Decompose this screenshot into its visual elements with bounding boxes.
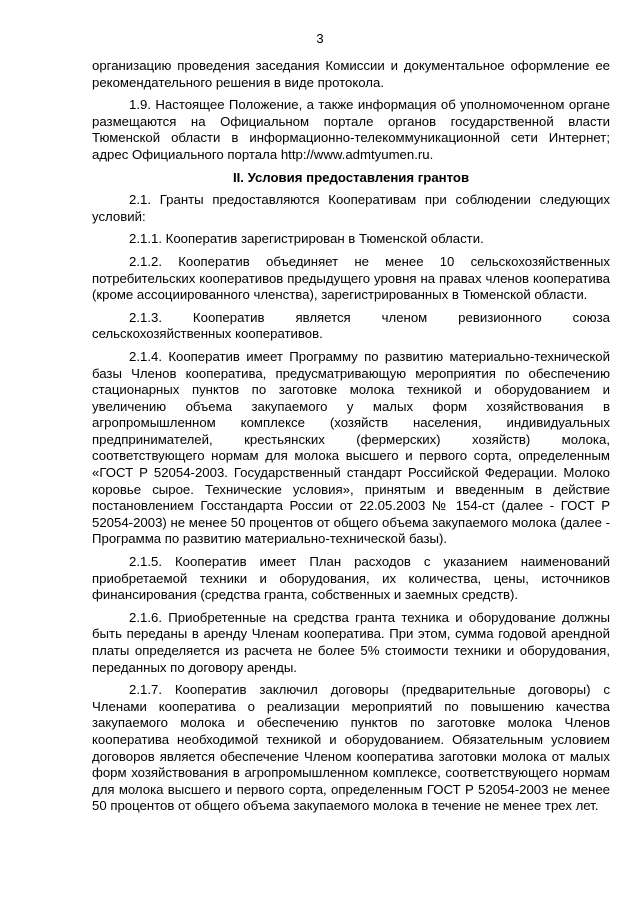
paragraph-2-1-2: 2.1.2. Кооператив объединяет не менее 10 сельскохозяйственных потребительских кооперативов предыдущего уровня на правах членов кооператива (кроме ассоциированного членства), зарегистрированных в Тюменской области. (92, 253, 610, 303)
paragraph-2-1-7: 2.1.7. Кооператив заключил договоры (предварительные договоры) с Членами кооператива о реализации мероприятий по повышению качества закупаемого молока и обеспечению пунктов по заготовке молока Членов кооператива необходимой техникой и оборудованием. Обязательным условием договоров является обеспечение Членом кооператива заготовки молока от малых форм хозяйствования в агропромышленном комплексе, соответствующего нормам для молока высшего и первого сорта, определенным ГОСТ Р 52054-2003 не менее 50 процентов от общего объема закупаемого молока в течение не менее трех лет. (92, 682, 610, 814)
paragraph-2-1-6: 2.1.6. Приобретенные на средства гранта техника и оборудование должны быть переданы в аренду Членам кооператива. При этом, сумма годовой арендной платы определяется из расчета не более 5% стоимости техники и оборудования, переданных по договору аренды. (92, 609, 610, 675)
paragraph-2-1-3: 2.1.3. Кооператив является членом ревизионного союза сельскохозяйственных кооперативов. (92, 309, 610, 342)
page-number: 3 (316, 31, 324, 46)
paragraph-2-1-1: 2.1.1. Кооператив зарегистрирован в Тюменской области. (129, 231, 484, 247)
paragraph-2-1-5: 2.1.5. Кооператив имеет План расходов с указанием наименований приобретаемой техники и оборудования, их количества, цены, источников финансирования (средства гранта, собственных и заемных средств). (92, 554, 610, 603)
section-heading: II. Условия предоставления грантов (232, 169, 470, 185)
paragraph-2-1: 2.1. Гранты предоставляются Кооперативам при соблюдении следующих условий: (92, 192, 610, 224)
document-body (92, 58, 610, 821)
paragraph-1-9: 1.9. Настоящее Положение, а также информация об уполномоченном органе размещаются на Официальном портале органов государственной власти Тюменской области в информационно-телекоммуникационной сети Интернет; адрес Официального портала http://www.admtyumen.ru. (92, 97, 610, 162)
paragraph-2-1-4: 2.1.4. Кооператив имеет Программу по развитию материально-технической базы Членов кооператива, предусматривающую мероприятия по обеспечению стационарных пунктов по заготовке молока техникой и оборудованием и увеличению объема закупаемого у малых форм хозяйствования в агропромышленном комплексе (хозяйств населения, индивидуальных предпринимателей, крестьянских (фермерских) хозяйств) молока, соответствующего нормам для молока высшего и первого сорта, определенным «ГОСТ Р 52054-2003. Государственный стандарт Российской Федерации. Молоко коровье сырое. Технические условия», принятым и введенным в действие постановлением Госстандарта России от 22.05.2003 № 154-ст (далее - ГОСТ Р 52054-2003) не менее 50 процентов от общего объема закупаемого молока (далее - Программа по развитию материально-технической базы). (92, 348, 610, 547)
paragraph-continuation: организацию проведения заседания Комиссии и документальное оформление ее рекомендательного решения в виде протокола. (92, 58, 610, 90)
